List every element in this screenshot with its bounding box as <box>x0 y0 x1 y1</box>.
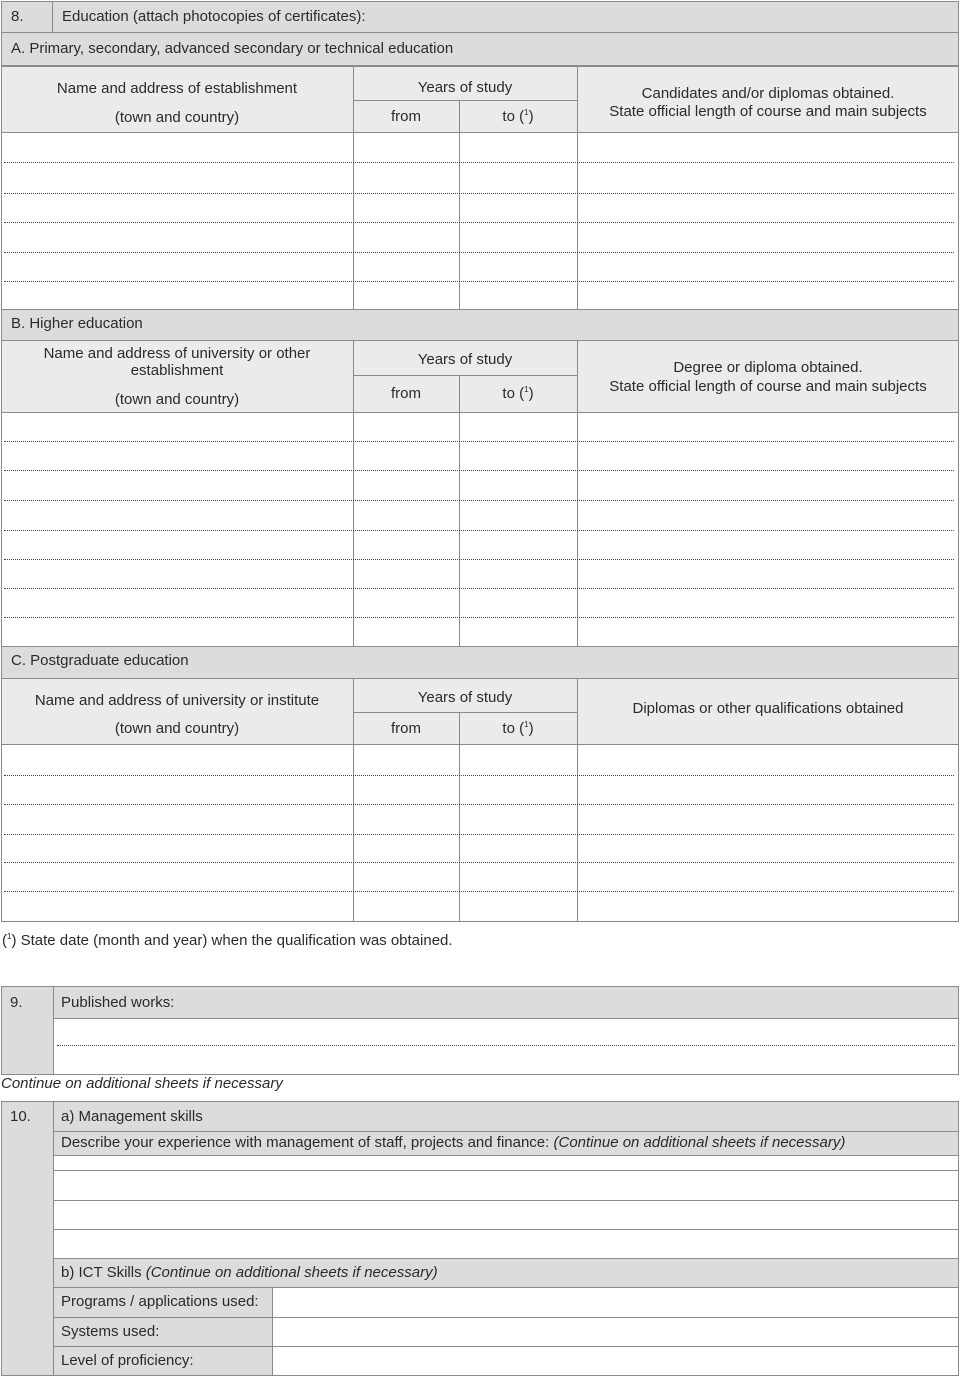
section-10-number: 10. <box>10 1108 31 1125</box>
section-a-col-diplomas: Candidates and/or diplomas obtained. <box>641 85 895 102</box>
section-a-years-label: Years of study <box>417 79 513 96</box>
section-b-to-label: to ($^1$) <box>502 385 534 402</box>
systems-label-cell <box>53 1317 273 1347</box>
section-9-note: Continue on additional sheets if necessary <box>1 1075 283 1092</box>
programs-label-cell <box>53 1287 273 1318</box>
section-9-title: Published works: <box>61 994 175 1011</box>
section-c-years-label: Years of study <box>417 689 513 706</box>
section-10b-title: b) ICT Skills (Continue on additional sheets if necessary) <box>61 1264 438 1281</box>
proficiency-label: Level of proficiency: <box>61 1352 194 1369</box>
programs-label: Programs / applications used: <box>61 1293 259 1310</box>
section-c-col-qualifications: Diplomas or other qualifications obtained <box>632 700 904 717</box>
section-9-number: 9. <box>10 994 23 1011</box>
section-b-col-name: Name and address of university or other <box>43 345 311 362</box>
systems-field[interactable] <box>272 1317 959 1347</box>
section-a-col-name-sub: (town and country) <box>114 109 240 126</box>
section-8-number: 8. <box>11 8 24 25</box>
section-c-title: C. Postgraduate education <box>11 652 189 669</box>
section-c-col-name: Name and address of university or institute <box>34 692 320 709</box>
section-10a-desc-bar <box>53 1131 959 1156</box>
section-b-col-name-sub: (town and country) <box>114 391 240 408</box>
section-8-title: Education (attach photocopies of certificates): <box>62 8 366 25</box>
section-10a-desc: Describe your experience with management of staff, projects and finance: (Continue on additional sheets if necessary) <box>61 1134 846 1151</box>
section-a-from-label: from <box>391 108 421 125</box>
section-b-col-name-2: establishment <box>130 362 224 379</box>
systems-label: Systems used: <box>61 1323 160 1340</box>
proficiency-label-cell <box>53 1346 273 1376</box>
section-c-col-name-sub: (town and country) <box>114 720 240 737</box>
section-b-col-degree-sub: State official length of course and main subjects <box>609 378 927 395</box>
section-c-from-label: from <box>391 720 421 737</box>
section-8-header <box>1 1 959 33</box>
section-b-from-label: from <box>391 385 421 402</box>
section-b-col-degree: Degree or diploma obtained. <box>673 359 863 376</box>
section-a-col-diplomas-sub: State official length of course and main subjects <box>609 103 927 120</box>
section-c-to-label: to ($^1$) <box>502 720 534 737</box>
section-a-title: A. Primary, secondary, advanced secondary or technical education <box>11 40 454 57</box>
section-b-years-label: Years of study <box>417 351 513 368</box>
section-10b-title-bar <box>53 1258 959 1288</box>
section-b-title: B. Higher education <box>11 315 143 332</box>
section-b-title-bar <box>1 309 959 341</box>
section-a-col-name: Name and address of establishment <box>56 80 298 97</box>
published-works-field[interactable] <box>53 1018 959 1075</box>
section-9-title-bar <box>53 986 959 1019</box>
programs-field[interactable] <box>272 1287 959 1318</box>
proficiency-field[interactable] <box>272 1346 959 1376</box>
section-10-number-cell <box>1 1101 54 1376</box>
section-a-to-label: to ($^1$) <box>502 108 534 125</box>
section-c-title-bar <box>1 646 959 679</box>
section-10a-title: a) Management skills <box>61 1108 203 1125</box>
section-10a-title-bar <box>53 1101 959 1132</box>
section-9-number-cell <box>1 986 54 1075</box>
footnote: ($^1$) State date (month and year) when the qualification was obtained. <box>2 932 453 949</box>
section-a-title-bar <box>1 32 959 66</box>
